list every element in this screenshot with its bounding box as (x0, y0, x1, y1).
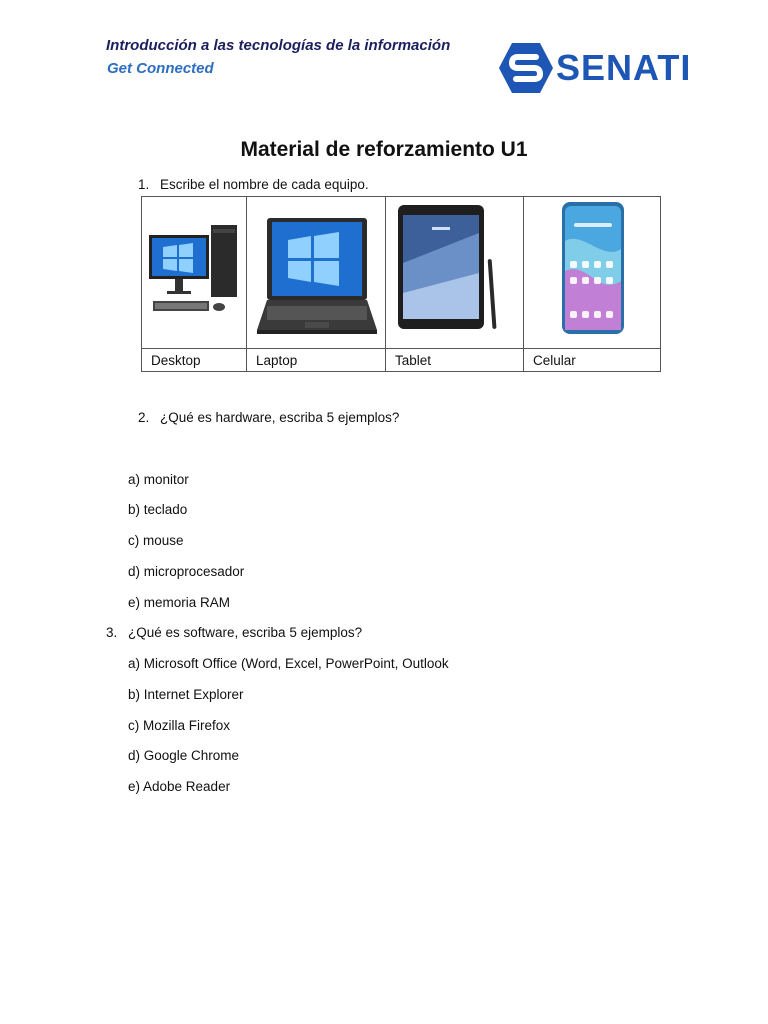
header-course-title: Introducción a las tecnologías de la información (106, 37, 451, 54)
device-label-desktop: Desktop (151, 353, 201, 368)
device-label-cell (247, 349, 386, 371)
software-answer: a) Microsoft Office (Word, Excel, PowerPoint, Outlook (128, 656, 449, 671)
software-answer: e) Adobe Reader (128, 779, 231, 794)
question-1-text: Escribe el nombre de cada equipo. (160, 177, 369, 192)
question-3-number: 3. (106, 625, 118, 640)
device-label-tablet: Tablet (395, 353, 432, 368)
laptop-icon (253, 214, 381, 338)
software-answer: c) Mozilla Firefox (128, 718, 231, 733)
device-label-cell (386, 349, 524, 371)
desktop-computer-icon (145, 221, 245, 321)
device-label-laptop: Laptop (256, 353, 298, 368)
question-3-text: ¿Qué es software, escriba 5 ejemplos? (128, 625, 363, 640)
hardware-answer: a) monitor (128, 472, 189, 487)
smartphone-icon (558, 201, 628, 335)
devices-table (141, 196, 661, 372)
document-title: Material de reforzamiento U1 (240, 138, 528, 161)
header-subtitle: Get Connected (107, 60, 214, 77)
device-label-cell (142, 349, 247, 371)
desktop-image-cell (142, 197, 247, 349)
hardware-answer: b) teclado (128, 502, 188, 517)
software-answer: d) Google Chrome (128, 748, 240, 763)
hardware-answer: d) microprocesador (128, 564, 245, 579)
hardware-answer: c) mouse (128, 533, 184, 548)
question-1 (138, 177, 369, 192)
smartphone-image-cell (524, 197, 660, 349)
device-label-celular: Celular (533, 353, 576, 368)
software-answer: b) Internet Explorer (128, 687, 244, 702)
question-1-number: 1. (138, 177, 150, 192)
laptop-image-cell (247, 197, 386, 349)
device-label-cell (524, 349, 660, 371)
tablet-icon (396, 203, 506, 333)
question-3 (106, 625, 362, 640)
senati-logo (498, 40, 692, 96)
question-2-number: 2. (138, 410, 150, 425)
question-2 (138, 410, 399, 425)
senati-logo-text: SENATI (556, 47, 692, 88)
senati-emblem-icon (498, 42, 554, 94)
tablet-image-cell (386, 197, 524, 349)
hardware-answer: e) memoria RAM (128, 595, 231, 610)
question-2-text: ¿Qué es hardware, escriba 5 ejemplos? (160, 410, 400, 425)
